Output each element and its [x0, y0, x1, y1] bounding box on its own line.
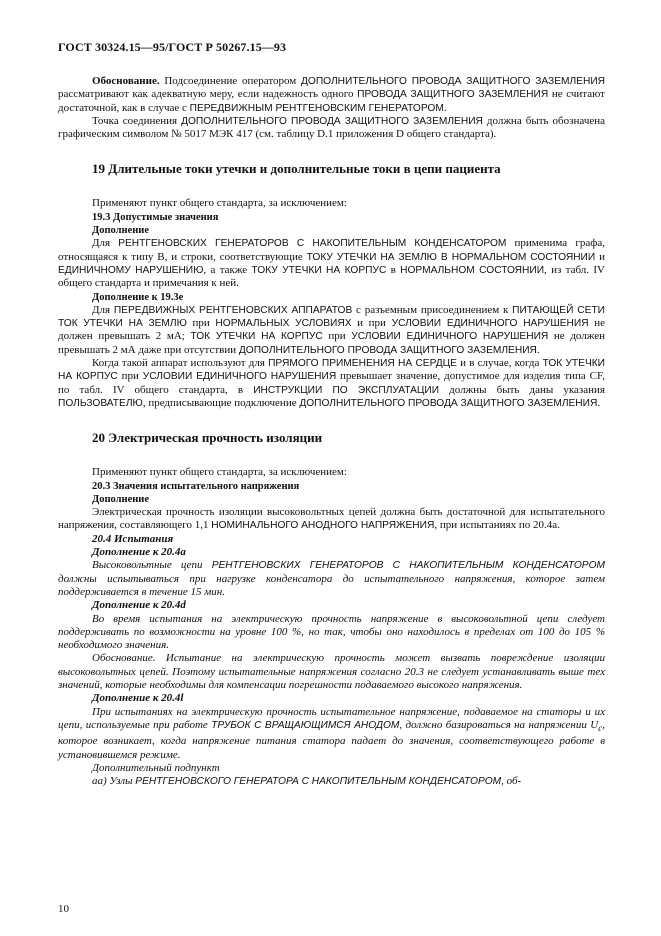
paragraph-20-4a: Высоковольтные цепи РЕНТГЕНОВСКИХ ГЕНЕРАТОРОВ С НАКОПИТЕЛЬНЫМ КОНДЕНСАТОРОМ должны испытываться при нагрузке конденсатора до испытательного напряжения, которое затем поддерживается в течение 15 мин. — [58, 559, 605, 598]
addition-19-3e-label: Дополнение к 19.3e — [92, 291, 184, 303]
rationale-lead: Обоснование. — [92, 75, 160, 87]
section-19-heading: 19 Длительные токи утечки и дополнительные токи в цепи пациента — [92, 161, 501, 177]
document-page — [58, 40, 605, 789]
addition-20-4l-label: Дополнение к 20.4l — [92, 692, 184, 705]
addition-20-4a-label: Дополнение к 20.4a — [92, 546, 186, 559]
paragraph-20-3: Электрическая прочность изоляции высоковольтных цепей должна быть достаточной для испытательного напряжения, составляющего 1,1 НОМИНАЛЬНОГО АНОДНОГО НАПРЯЖЕНИЯ, при испытаниях по 20.4а. — [58, 506, 605, 532]
paragraph-aa: аа) Узлы РЕНТГЕНОВСКОГО ГЕНЕРАТОРА С НАКОПИТЕЛЬНЫМ КОНДЕНСАТОРОМ, об- — [92, 775, 522, 788]
paragraph-19-3e: Для ПЕРЕДВИЖНЫХ РЕНТГЕНОВСКИХ АППАРАТОВ с разъемным присоединением к ПИТАЮЩЕЙ СЕТИ ТОК УТЕЧКИ НА ЗЕМЛЮ при НОРМАЛЬНЫХ УСЛОВИЯХ и при УСЛОВИИ ЕДИНИЧНОГО НАРУШЕНИЯ не должен превышать 2 мА; ТОК УТЕЧКИ НА КОРПУС при УСЛОВИИ ЕДИНИЧНОГО НАРУШЕНИЯ не должен превышать 2 мА даже при отсутствии ДОПОЛНИТЕЛЬНОГО ПРОВОДА ЗАЩИТНОГО ЗАЗЕМЛЕНИЯ. — [58, 303, 606, 356]
paragraph-19-3e-cont: Когда такой аппарат используют для ПРЯМОГО ПРИМЕНЕНИЯ НА СЕРДЦЕ и в случае, когда ТОК УТЕЧКИ НА КОРПУС при УСЛОВИИ ЕДИНИЧНОГО НАРУШЕНИЯ превышает значение, допустимое для изделия типа CF, по табл. IV общего стандарта, в ИНСТРУКЦИИ ПО ЭКСПЛУАТАЦИИ должны быть даны указания ПОЛЬЗОВАТЕЛЮ, предписывающие подключение ДОПОЛНИТЕЛЬНОГО ПРОВОДА ЗАЩИТНОГО ЗАЗЕМЛЕНИЯ. — [58, 357, 605, 409]
subsection-20-4-heading: 20.4 Испытания — [92, 532, 174, 545]
subsection-20-3-heading: 20.3 Значения испытательного напряжения — [92, 480, 300, 492]
additional-subclause-label: Дополнительный подпункт — [92, 761, 220, 774]
addition-20-3-label: Дополнение — [92, 493, 149, 505]
addition-label: Дополнение — [92, 225, 149, 237]
section-20-heading: 20 Электрическая прочность изоляции — [92, 430, 323, 446]
paragraph-19-3: Для РЕНТГЕНОВСКИХ ГЕНЕРАТОРОВ С НАКОПИТЕЛЬНЫМ КОНДЕНСАТОРОМ применима графа, относящаяся к типу В, и строки, соответствующие ТОКУ УТЕЧКИ НА ЗЕМЛЮ В НОРМАЛЬНОМ СОСТОЯНИИ и ЕДИНИЧНОМУ НАРУШЕНИЮ, а также ТОКУ УТЕЧКИ НА КОРПУС в НОРМАЛЬНОМ СОСТОЯНИИ, из табл. IV общего стандарта и примечания к ней. — [58, 237, 605, 290]
connection-point-paragraph: Точка соединения ДОПОЛНИТЕЛЬНОГО ПРОВОДА ЗАЩИТНОГО ЗАЗЕМЛЕНИЯ должна быть обозначена графическим символом № 5017 МЭК 417 (см. таблицу D.1 приложения D общего стандарта). — [58, 114, 605, 141]
page-number: 10 — [58, 903, 69, 915]
document-header: ГОСТ 30324.15—95/ГОСТ Р 50267.15—93 — [58, 40, 287, 54]
subsection-19-3-heading: 19.3 Допустимые значения — [92, 211, 219, 223]
section-20-intro: Применяют пункт общего стандарта, за исключением: — [92, 466, 347, 479]
rationale-paragraph: Обоснование. Подсоединение оператором ДОПОЛНИТЕЛЬНОГО ПРОВОДА ЗАЩИТНОГО ЗАЗЕМЛЕНИЯ рассматривают как адекватную меру, если надежность одного ПРОВОДА ЗАЩИТНОГО ЗАЗЕМЛЕНИЯ не считают достаточной, как в случае с ПЕРЕДВИЖНЫМ РЕНТГЕНОВСКИМ ГЕНЕРАТОРОМ. — [58, 75, 605, 114]
section-19-intro: Применяют пункт общего стандарта, за исключением: — [92, 197, 347, 210]
addition-20-4d-label: Дополнение к 20.4d — [92, 599, 186, 612]
paragraph-20-4d: Во время испытания на электрическую прочность напряжение в высоковольтной цепи следует поддерживать по возможности на уровне 100 %, но так, чтобы оно находилось в пределах от 100 до 105 % необходимого значения. — [58, 612, 605, 652]
rationale-20-4d: Обоснование. Испытание на электрическую прочность может вызвать повреждение изоляции высоковольтных цепей. Поэтому испытательные напряжения согласно 20.3 не следует устанавливать выше тех значений, которые необходимы для компенсации погрешности подаваемого высокого напряжения. — [58, 652, 605, 691]
paragraph-20-4l: При испытаниях на электрическую прочность испытательное напряжение, подаваемое на статоры и их цепи, используемые при работе ТРУБОК С ВРАЩАЮЩИМСЯ АНОДОМ, должно базироваться на напряжении $U_c$, которое возникает, когда напряжение питания статора падает до значения, соответствующего работе в установившемся режиме. — [58, 705, 605, 761]
